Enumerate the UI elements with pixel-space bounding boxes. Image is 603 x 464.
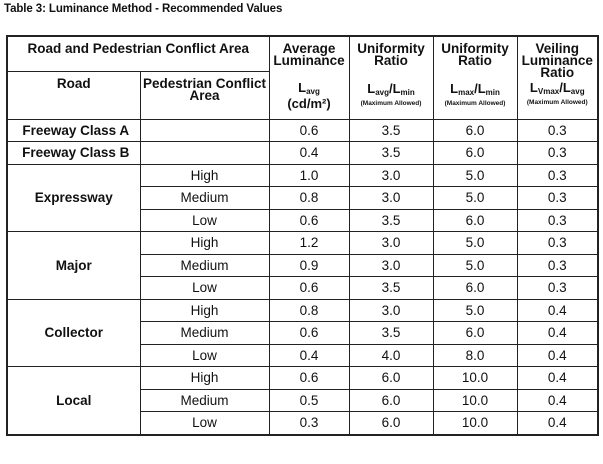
pedestrian-cell: Medium [140,322,269,345]
veiling-ratio-cell: 0.4 [517,344,598,367]
veiling-ratio-cell: 0.4 [517,412,598,435]
uniformity-avg-min-cell: 6.0 [349,412,433,435]
uniformity-max-min-cell: 6.0 [433,322,517,345]
table-row [7,119,598,142]
road-name-cell: Freeway Class B [7,142,140,165]
veiling-ratio-cell: 0.3 [517,187,598,210]
table-row [7,164,598,187]
uniformity-avg-min-cell: 3.5 [349,277,433,300]
pedestrian-cell: Medium [140,389,269,412]
uniformity-max-min-cell: 5.0 [433,164,517,187]
header-uniformity-avg-min: Uniformity Ratio $L_{avg}/L_{min}$ (Maximum Allowed) [349,36,433,119]
pedestrian-cell: Medium [140,254,269,277]
veiling-ratio-cell: 0.4 [517,299,598,322]
veiling-ratio-cell: 0.3 [517,164,598,187]
veiling-ratio-cell: 0.3 [517,277,598,300]
road-group-cell: Local [7,367,140,435]
average-luminance-cell: 0.6 [269,209,349,232]
uniformity-avg-min-cell: 3.5 [349,209,433,232]
uniformity-avg-min-cell: 3.0 [349,254,433,277]
pedestrian-cell [140,142,269,165]
table-body [7,119,598,435]
veiling-ratio-cell: 0.4 [517,389,598,412]
average-luminance-cell: 1.0 [269,164,349,187]
average-luminance-cell: 0.6 [269,277,349,300]
uniformity-avg-min-cell: 3.0 [349,187,433,210]
table-row [7,142,598,165]
uniformity-max-min-cell: 6.0 [433,142,517,165]
header-conflict-area: Road and Pedestrian Conflict Area [7,36,269,71]
uniformity-max-min-cell: 5.0 [433,232,517,255]
uniformity-max-min-cell: 5.0 [433,299,517,322]
average-luminance-cell: 0.9 [269,254,349,277]
veiling-ratio-cell: 0.3 [517,209,598,232]
veiling-ratio-cell: 0.3 [517,232,598,255]
uniformity-max-min-cell: 10.0 [433,412,517,435]
average-luminance-cell: 0.4 [269,344,349,367]
uniformity-max-min-cell: 8.0 [433,344,517,367]
uniformity-max-min-cell: 6.0 [433,209,517,232]
uniformity-max-min-cell: 5.0 [433,187,517,210]
average-luminance-cell: 0.4 [269,142,349,165]
header-road: Road [7,71,140,119]
pedestrian-cell: High [140,367,269,390]
pedestrian-cell [140,119,269,142]
uniformity-max-min-cell: 10.0 [433,367,517,390]
uniformity-max-min-cell: 5.0 [433,254,517,277]
header-average-luminance: Average Luminance $L_{avg}$ (cd/m²) [269,36,349,119]
pedestrian-cell: High [140,164,269,187]
veiling-ratio-cell: 0.3 [517,119,598,142]
uniformity-max-min-cell: 6.0 [433,277,517,300]
veiling-ratio-cell: 0.4 [517,322,598,345]
pedestrian-cell: Low [140,277,269,300]
road-name-cell: Freeway Class A [7,119,140,142]
uniformity-avg-min-cell: 3.5 [349,119,433,142]
pedestrian-cell: Low [140,344,269,367]
pedestrian-cell: High [140,299,269,322]
luminance-table [6,35,599,436]
pedestrian-cell: High [140,232,269,255]
average-luminance-cell: 0.8 [269,299,349,322]
uniformity-avg-min-cell: 3.0 [349,232,433,255]
road-group-cell: Expressway [7,164,140,232]
table-row [7,232,598,255]
uniformity-avg-min-cell: 4.0 [349,344,433,367]
veiling-ratio-cell: 0.3 [517,142,598,165]
average-luminance-cell: 0.5 [269,389,349,412]
average-luminance-cell: 0.8 [269,187,349,210]
header-pedestrian-conflict: Pedestrian Conflict Area [140,71,269,119]
veiling-ratio-cell: 0.3 [517,254,598,277]
table-caption: Table 3: Luminance Method - Recommended Values [4,3,283,15]
average-luminance-cell: 0.6 [269,322,349,345]
uniformity-avg-min-cell: 6.0 [349,389,433,412]
table-row [7,299,598,322]
average-luminance-cell: 1.2 [269,232,349,255]
average-luminance-cell: 0.3 [269,412,349,435]
average-luminance-cell: 0.6 [269,119,349,142]
uniformity-avg-min-cell: 6.0 [349,367,433,390]
pedestrian-cell: Low [140,412,269,435]
header-uniformity-max-min: Uniformity Ratio $L_{max}/L_{min}$ (Maximum Allowed) [433,36,517,119]
header-veiling-luminance: Veiling Luminance Ratio $L_{Vmax}/L_{avg}$ (Maximum Allowed) [517,36,598,119]
road-group-cell: Collector [7,299,140,367]
uniformity-avg-min-cell: 3.0 [349,299,433,322]
uniformity-max-min-cell: 10.0 [433,389,517,412]
uniformity-max-min-cell: 6.0 [433,119,517,142]
uniformity-avg-min-cell: 3.5 [349,322,433,345]
average-luminance-cell: 0.6 [269,367,349,390]
pedestrian-cell: Medium [140,187,269,210]
uniformity-avg-min-cell: 3.0 [349,164,433,187]
uniformity-avg-min-cell: 3.5 [349,142,433,165]
table-row [7,367,598,390]
road-group-cell: Major [7,232,140,300]
veiling-ratio-cell: 0.4 [517,367,598,390]
pedestrian-cell: Low [140,209,269,232]
